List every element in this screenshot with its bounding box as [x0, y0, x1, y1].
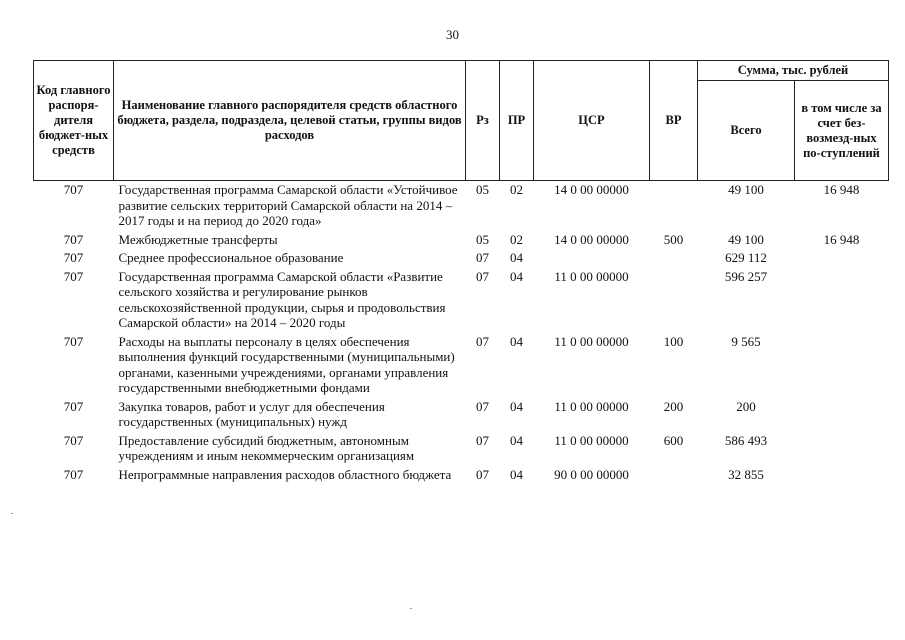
- cell-name: Расходы на выплаты персоналу в целях обеспечения выполнения функций государственными (муниципальными) органами, казенными учреждениями, органами управления государственными внебюджетными фондами: [118, 333, 455, 395]
- cell-vr: [650, 249, 698, 268]
- cell-code: 707: [63, 398, 84, 414]
- cell-vr: [650, 466, 698, 485]
- header-vr: ВР: [650, 61, 698, 181]
- cell-pr: 04: [510, 333, 523, 349]
- cell-vr: 200: [663, 398, 684, 414]
- cell-pr: 02: [510, 182, 523, 197]
- header-name: Наименование главного распорядителя средств областного бюджета, раздела, подраздела, целевой статьи, группы видов расходов: [114, 61, 466, 181]
- cell-pr: 02: [510, 231, 523, 247]
- cell-vr: 100: [663, 333, 684, 349]
- table-row: [34, 432, 889, 466]
- table-row: [34, 181, 889, 231]
- cell-csr: 14 0 00 00000: [554, 182, 629, 197]
- header-csr: ЦСР: [534, 61, 650, 181]
- cell-csr: 11 0 00 00000: [554, 432, 629, 448]
- cell-csr: 11 0 00 00000: [554, 333, 629, 349]
- cell-gratuitous: [795, 466, 889, 485]
- cell-total: 9 565: [731, 333, 761, 349]
- cell-gratuitous: [795, 398, 889, 432]
- page-number: 30: [446, 27, 459, 42]
- cell-gratuitous: 16 948: [823, 231, 860, 247]
- cell-gratuitous: 16 948: [823, 182, 860, 197]
- cell-csr: 11 0 00 00000: [554, 398, 629, 414]
- scan-speck: [11, 513, 13, 514]
- cell-gratuitous: [795, 333, 889, 398]
- cell-total: 596 257: [724, 268, 768, 284]
- table-row: [34, 231, 889, 250]
- cell-code: 707: [63, 182, 84, 197]
- cell-code: 707: [63, 250, 84, 265]
- cell-csr: 14 0 00 00000: [554, 231, 629, 247]
- cell-pr: 04: [510, 466, 523, 482]
- header-pr: ПР: [500, 61, 534, 181]
- cell-rz: 07: [476, 333, 489, 349]
- cell-rz: 07: [476, 432, 489, 448]
- cell-vr: 500: [663, 231, 684, 247]
- cell-vr: 600: [663, 432, 684, 448]
- cell-total: 586 493: [724, 432, 768, 448]
- cell-name: Предоставление субсидий бюджетным, автономным учреждениям и иным некоммерческим организациям: [118, 432, 415, 463]
- cell-name: Государственная программа Самарской области «Развитие сельского хозяйства и регулирование рынков сельскохозяйственной продукции, сырья и продовольствия Самарской области» на 2014 – 2020 годы: [118, 268, 446, 330]
- cell-code: 707: [63, 432, 84, 448]
- cell-csr: 11 0 00 00000: [554, 268, 629, 284]
- table-row: [34, 466, 889, 485]
- cell-pr: 04: [510, 398, 523, 414]
- cell-csr: [534, 249, 650, 268]
- table-row: [34, 333, 889, 398]
- cell-total: 629 112: [725, 250, 767, 265]
- table-row: [34, 398, 889, 432]
- scan-speck: [410, 608, 412, 609]
- cell-name: Непрограммные направления расходов областного бюджета: [118, 466, 452, 482]
- header-rz: Рз: [466, 61, 500, 181]
- budget-table: [33, 60, 889, 484]
- cell-rz: 05: [476, 231, 489, 247]
- cell-gratuitous: [795, 268, 889, 333]
- cell-code: 707: [63, 268, 84, 284]
- cell-code: 707: [63, 466, 84, 482]
- cell-rz: 07: [476, 268, 489, 284]
- cell-total: 200: [736, 398, 756, 414]
- cell-code: 707: [63, 333, 84, 349]
- cell-total: 49 100: [728, 182, 764, 197]
- cell-gratuitous: [795, 432, 889, 466]
- cell-total: 32 855: [728, 466, 764, 482]
- header-total: Всего: [698, 81, 795, 181]
- cell-gratuitous: [795, 249, 889, 268]
- cell-rz: 05: [476, 182, 489, 197]
- cell-name: Межбюджетные трансферты: [118, 231, 278, 247]
- cell-code: 707: [63, 231, 84, 247]
- cell-name: Среднее профессиональное образование: [118, 250, 344, 265]
- header-sum-group: Сумма, тыс. рублей: [698, 61, 889, 81]
- cell-csr: 90 0 00 00000: [554, 466, 629, 482]
- cell-vr: [650, 268, 698, 333]
- table-row: [34, 268, 889, 333]
- cell-rz: 07: [476, 466, 489, 482]
- cell-pr: 04: [510, 432, 523, 448]
- header-code: Код главного распоря-дителя бюджет-ных средств: [34, 61, 114, 181]
- cell-rz: 07: [476, 250, 489, 265]
- header-gratuitous: в том числе за счет без-возмезд-ных по-ступлений: [795, 81, 889, 181]
- cell-pr: 04: [510, 250, 523, 265]
- table-row: [34, 249, 889, 268]
- cell-name: Государственная программа Самарской области «Устойчивое развитие сельских территорий Самарской области на 2014 – 2017 годы и на период до 2020 года»: [118, 182, 458, 228]
- cell-rz: 07: [476, 398, 489, 414]
- cell-name: Закупка товаров, работ и услуг для обеспечения государственных (муниципальных) нужд: [118, 398, 385, 429]
- cell-total: 49 100: [728, 231, 764, 247]
- cell-pr: 04: [510, 268, 523, 284]
- cell-vr: [650, 181, 698, 231]
